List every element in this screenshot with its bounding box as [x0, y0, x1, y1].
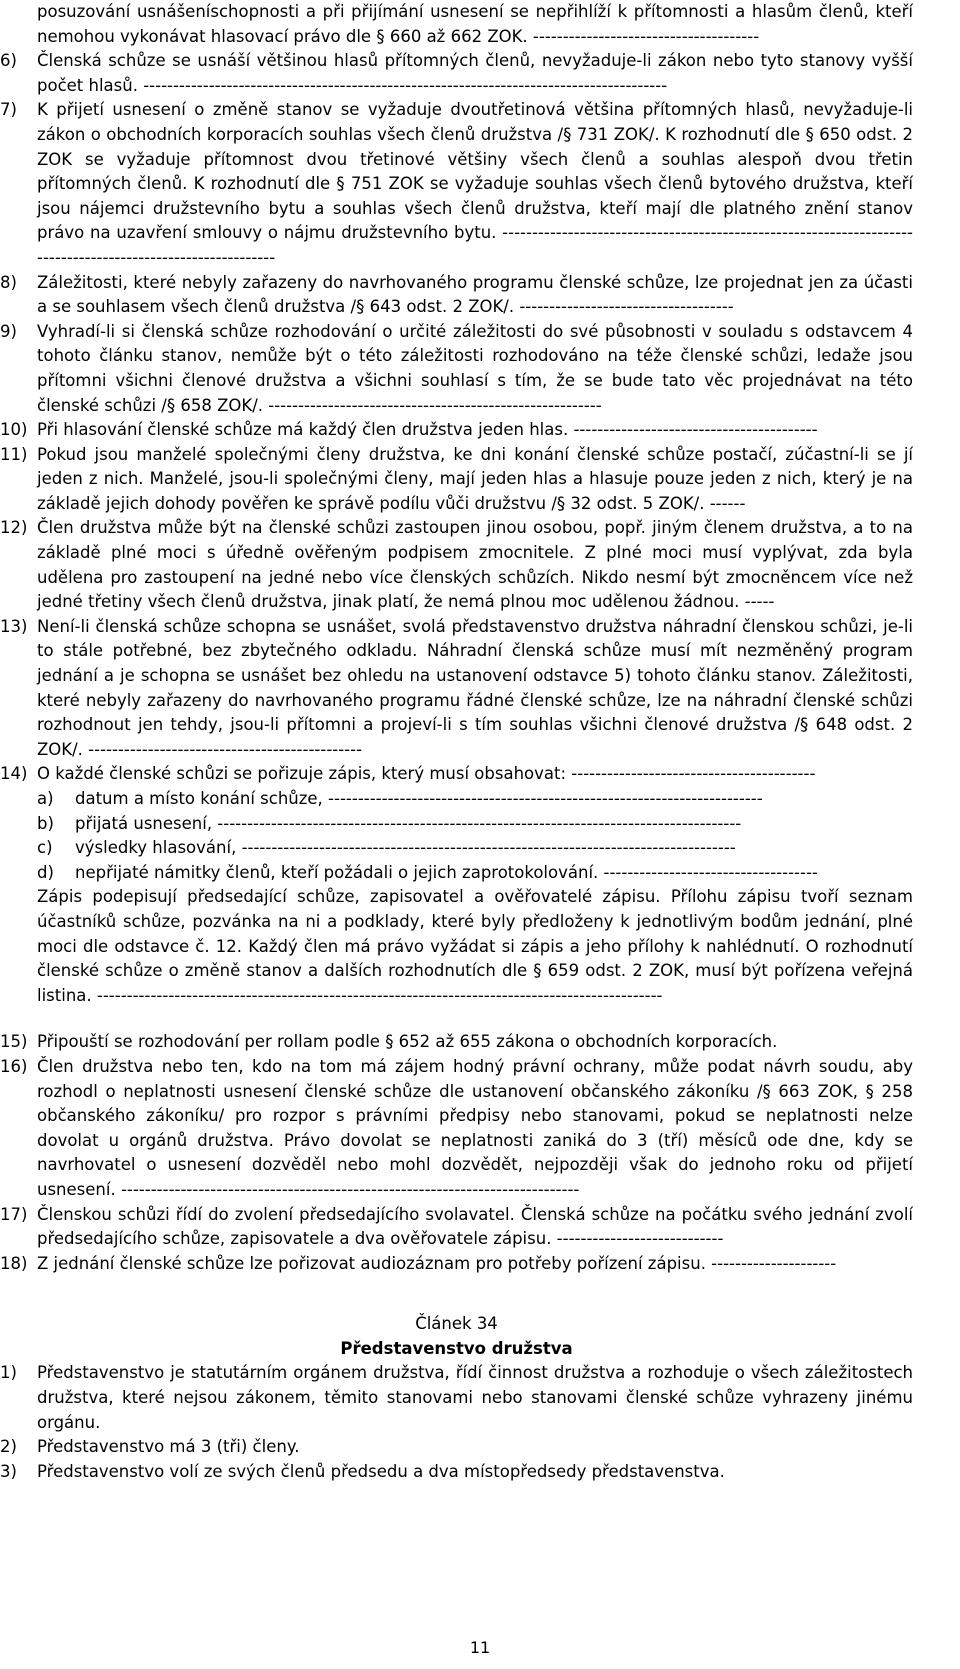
- item-text: Při hlasování členské schůze má každý člen družstva jeden hlas. -----------------------------------------: [37, 420, 818, 440]
- item-number: 6): [0, 51, 17, 71]
- item-number: 9): [0, 321, 17, 341]
- item-text: Z jednání členské schůze lze pořizovat audiozáznam pro potřeby pořízení zápisu. ---------------------: [37, 1253, 837, 1273]
- item-number: 11): [0, 444, 28, 464]
- item-text: Představenstvo je statutárním orgánem družstva, řídí činnost družstva a rozhoduje o všech záležitostech družstva, které nejsou zákonem, těmito stanovami nebo stanovami členské schůze vyhrazeny jinému orgánu.: [37, 1363, 913, 1432]
- item-text: O každé členské schůzi se pořizuje zápis, který musí obsahovat: -----------------------------------------: [37, 764, 816, 784]
- list-item-minutes: [0, 762, 913, 1008]
- item-text: Představenstvo má 3 (tři) členy.: [37, 1437, 300, 1457]
- article-number: Článek 34: [415, 1314, 498, 1334]
- sub-item: [37, 787, 913, 812]
- item-text: Člen družstva může být na členské schůzi zastoupen jinou osobou, popř. jiným členem družstva, a to na základě plné moci s úředně ověřeným podpisem zmocnitele. Z plné moci musí vyplývat, zda byla udělena pro zastoupení na jedné nebo více členských schůzích. Nikdo nesmí být zmocněncem více než jedné třetiny všech členů družstva, jinak platí, že nemá plnou moc udělenou žádnou. -----: [37, 518, 913, 612]
- sub-item-text: přijatá usnesení, ----------------------------------------------------------------------------------------: [75, 813, 742, 833]
- list-item: [0, 271, 913, 320]
- item-number: 12): [0, 518, 28, 538]
- sub-item-label: b): [37, 813, 54, 833]
- list-item: [0, 1460, 913, 1485]
- item-text: Člen družstva nebo ten, kdo na tom má zájem hodný právní ochrany, může podat návrh soudu, aby rozhodl o neplatnosti usnesení členské schůze dle ustanovení občanského zákoníku /§ 663 ZOK, § 258 občanského zákoníku/ pro rozpor s právními předpisy nebo stanovami, pokud se neplatnosti nelze dovolat u orgánů družstva. Právo dovolat se neplatnosti zaniká do 3 (tří) měsíců ode dne, kdy se navrhovatel o usnesení dozvěděl nebo mohl dozvědět, nejpozději však do jednoho roku od přijetí usnesení. -----------------------------------------------------------------------------: [37, 1056, 913, 1199]
- list-item: [0, 98, 913, 270]
- page-number: 11: [469, 1638, 491, 1657]
- sub-item: [37, 812, 913, 837]
- spacer: [0, 1008, 960, 1030]
- list-item: [0, 615, 913, 763]
- list-item: [0, 1361, 913, 1435]
- item-number: 10): [0, 420, 28, 440]
- item-number: 13): [0, 616, 28, 636]
- item-text: Členská schůze se usnáší většinou hlasů přítomných členů, nevyžaduje-li zákon nebo tyto stanovy vyšší počet hlasů. ----------------------------------------------------------------------------------------: [37, 51, 913, 95]
- sub-item-text: nepřijaté námitky členů, kteří požádali o jejich zaprotokolování. ------------------------------------: [75, 862, 818, 882]
- list-item: [0, 418, 913, 443]
- sub-item-text: datum a místo konání schůze, -------------------------------------------------------------------------: [75, 789, 763, 808]
- article-title: Představenstvo družstva: [340, 1338, 573, 1358]
- item-closing-text: Zápis podepisují předsedající schůze, zapisovatel a ověřovatelé zápisu. Přílohu zápisu tvoří seznam účastníků schůze, pozvánka na ni a podklady, které byly předloženy k jednotlivým bodům jednání, plné moci dle odstavce č. 12. Každý člen má právo vyžádat si zápis a jeho přílohy k nahlédnutí. O rozhodnutí členské schůze o změně stanov a dalších rozhodnutích dle § 659 odst. 2 ZOK, musí být pořízena veřejná listina. -----------------------------------------------------------------------------------------------: [37, 887, 913, 1005]
- list-item: [0, 1203, 913, 1252]
- item-text: Není-li členská schůze schopna se usnášet, svolá představenstvo družstva náhradní členskou schůzi, je-li to stále potřebné, bez zbytečného odkladu. Náhradní členská schůze musí mít nezměněný program jednání a je schopna se usnášet bez ohledu na ustanovení odstavce 5) tohoto článku stanov. Záležitosti, které nebyly zařazeny do navrhovaného programu řádné členské schůze, lze na náhradní členské schůzi rozhodnout jen tehdy, jsou-li přítomni a projeví-li s tím souhlas všichni členové družstva /§ 648 odst. 2 ZOK/. ----------------------------------------------: [37, 616, 913, 759]
- item-number: 2): [0, 1437, 17, 1457]
- item-text: Členskou schůzi řídí do zvolení předsedajícího svolavatel. Členská schůze na počátku svého jednání zvolí předsedajícího schůze, zapisovatele a dva ověřovatele zápisu. ----------------------------: [37, 1204, 913, 1249]
- sub-item-label: a): [37, 789, 54, 808]
- item-number: 1): [0, 1363, 17, 1383]
- list-item: [0, 516, 913, 614]
- sub-item-label: c): [37, 838, 53, 858]
- list-item: [0, 320, 913, 418]
- item-text: Pokud jsou manželé společnými členy družstva, ke dni konání členské schůze postačí, zúčastní-li se jí jeden z nich. Manželé, jsou-li společnými členy, mají jeden hlas a hlasuje pouze jeden z nich, který je na základě jejich dohody pověřen ke správě podílu vůči družstvu /§ 32 odst. 5 ZOK/. ------: [37, 444, 913, 513]
- list-item: [0, 443, 913, 517]
- list-item: [0, 1055, 913, 1203]
- intro-paragraph: posuzování usnášeníschopnosti a při přijímání usnesení se nepřihlíží k přítomnosti a hlasům členů, kteří nemohou vykonávat hlasovací právo dle § 660 až 662 ZOK. --------------------------------------: [37, 2, 913, 46]
- item-number: 14): [0, 764, 28, 784]
- list-item: [0, 49, 913, 98]
- item-number: 16): [0, 1056, 28, 1076]
- item-text: Záležitosti, které nebyly zařazeny do navrhovaného programu členské schůze, lze projednat jen za účasti a se souhlasem všech členů družstva /§ 643 odst. 2 ZOK/. ------------------------------------: [37, 272, 913, 317]
- item-text: K přijetí usnesení o změně stanov se vyžaduje dvoutřetinová většina přítomných hlasů, nevyžaduje-li zákon o obchodních korporacích souhlas všech členů družstva /§ 731 ZOK/. K rozhodnutí dle § 650 odst. 2 ZOK se vyžaduje přítomnost dvou třetinové většiny všech členů a souhlas alespoň dvou třetin přítomných členů. K rozhodnutí dle § 751 ZOK se vyžaduje souhlas všech členů bytového družstva, kteří jsou nájemci družstevního bytu a souhlas všech členů družstva, kteří mají dle platného znění stanov právo na uzavření smlouvy o nájmu družstevního bytu. -------------------------------------------------------------------------------------------------------------: [37, 100, 913, 267]
- sub-item-text: výsledky hlasování, -----------------------------------------------------------------------------------: [75, 838, 736, 858]
- item-number: 7): [0, 100, 17, 120]
- item-number: 8): [0, 272, 17, 292]
- list-item: [0, 1030, 913, 1055]
- item-body: [37, 762, 913, 1008]
- sub-item-label: d): [37, 862, 54, 882]
- item-text: Připouští se rozhodování per rollam podle § 652 až 655 zákona o obchodních korporacích.: [37, 1032, 778, 1052]
- item-text: Představenstvo volí ze svých členů předsedu a dva místopředsedy představenstva.: [37, 1461, 725, 1481]
- list-item: [0, 1252, 913, 1277]
- item-number: 18): [0, 1253, 28, 1273]
- sub-item: [37, 861, 913, 886]
- item-text: Vyhradí-li si členská schůze rozhodování o určité záležitosti do své působnosti v souladu s odstavcem 4 tohoto článku stanov, nemůže být o této záležitosti rozhodováno na téže členské schůzi, ledaže jsou přítomni všichni členové družstva a všichni souhlasí s tím, že se bude tato věc projednávat na této členské schůzi /§ 658 ZOK/. --------------------------------------------------------: [37, 321, 913, 415]
- item-number: 15): [0, 1032, 28, 1052]
- list-item: [0, 1435, 913, 1460]
- item-number: 3): [0, 1461, 17, 1481]
- item-number: 17): [0, 1204, 28, 1224]
- sub-item: [37, 836, 913, 861]
- article-heading: [0, 1312, 913, 1361]
